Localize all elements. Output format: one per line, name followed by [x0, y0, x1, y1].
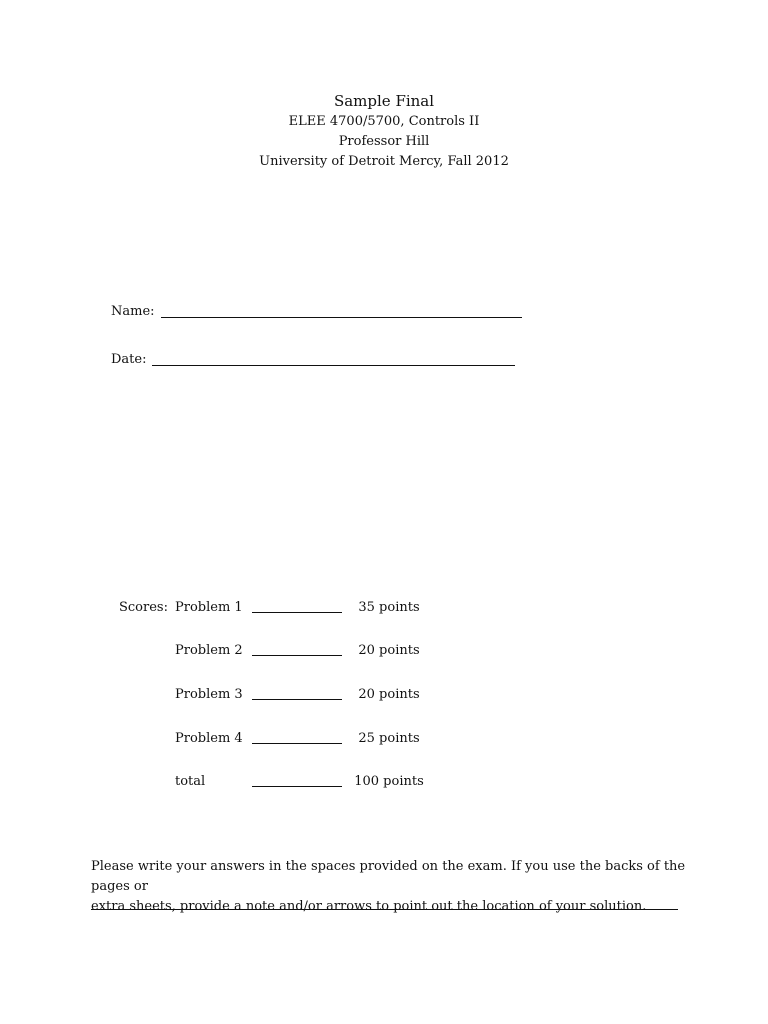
score-item-label: Problem 2 [175, 643, 243, 658]
score-item-label: Problem 4 [175, 731, 243, 746]
score-item-label: total [175, 774, 206, 789]
score-row [0, 731, 768, 747]
score-points: 20 points [358, 687, 420, 702]
date-label: Date: [111, 352, 147, 367]
score-item-label: Problem 3 [175, 687, 243, 702]
instructor-name: Professor Hill [338, 134, 430, 149]
score-blank-line[interactable] [252, 655, 342, 656]
score-points: 20 points [358, 643, 420, 658]
institution-term: University of Detroit Mercy, Fall 2012 [259, 154, 509, 169]
score-row [0, 600, 768, 616]
score-blank-line[interactable] [252, 743, 342, 744]
instructions-paragraph [91, 857, 691, 917]
score-blank-line[interactable] [252, 699, 342, 700]
horizontal-rule [91, 909, 678, 910]
score-row [0, 643, 768, 659]
course-name: ELEE 4700/5700, Controls II [288, 114, 480, 129]
score-item-label: Problem 1 [175, 600, 243, 615]
score-row [0, 687, 768, 703]
score-points: 25 points [358, 731, 420, 746]
scores-label: Scores: [119, 600, 168, 615]
score-points: 35 points [358, 600, 420, 615]
score-blank-line[interactable] [252, 786, 342, 787]
exam-title: Sample Final [333, 92, 435, 110]
score-row-total [0, 774, 768, 790]
instructions-line: Please write your answers in the spaces provided on the exam. If you use the backs of the pages or [91, 859, 686, 894]
name-label: Name: [111, 304, 155, 319]
score-blank-line[interactable] [252, 612, 342, 613]
score-points: 100 points [354, 774, 424, 789]
instructions-line: extra sheets, provide a note and/or arrows to point out the location of your solution. [91, 899, 647, 914]
